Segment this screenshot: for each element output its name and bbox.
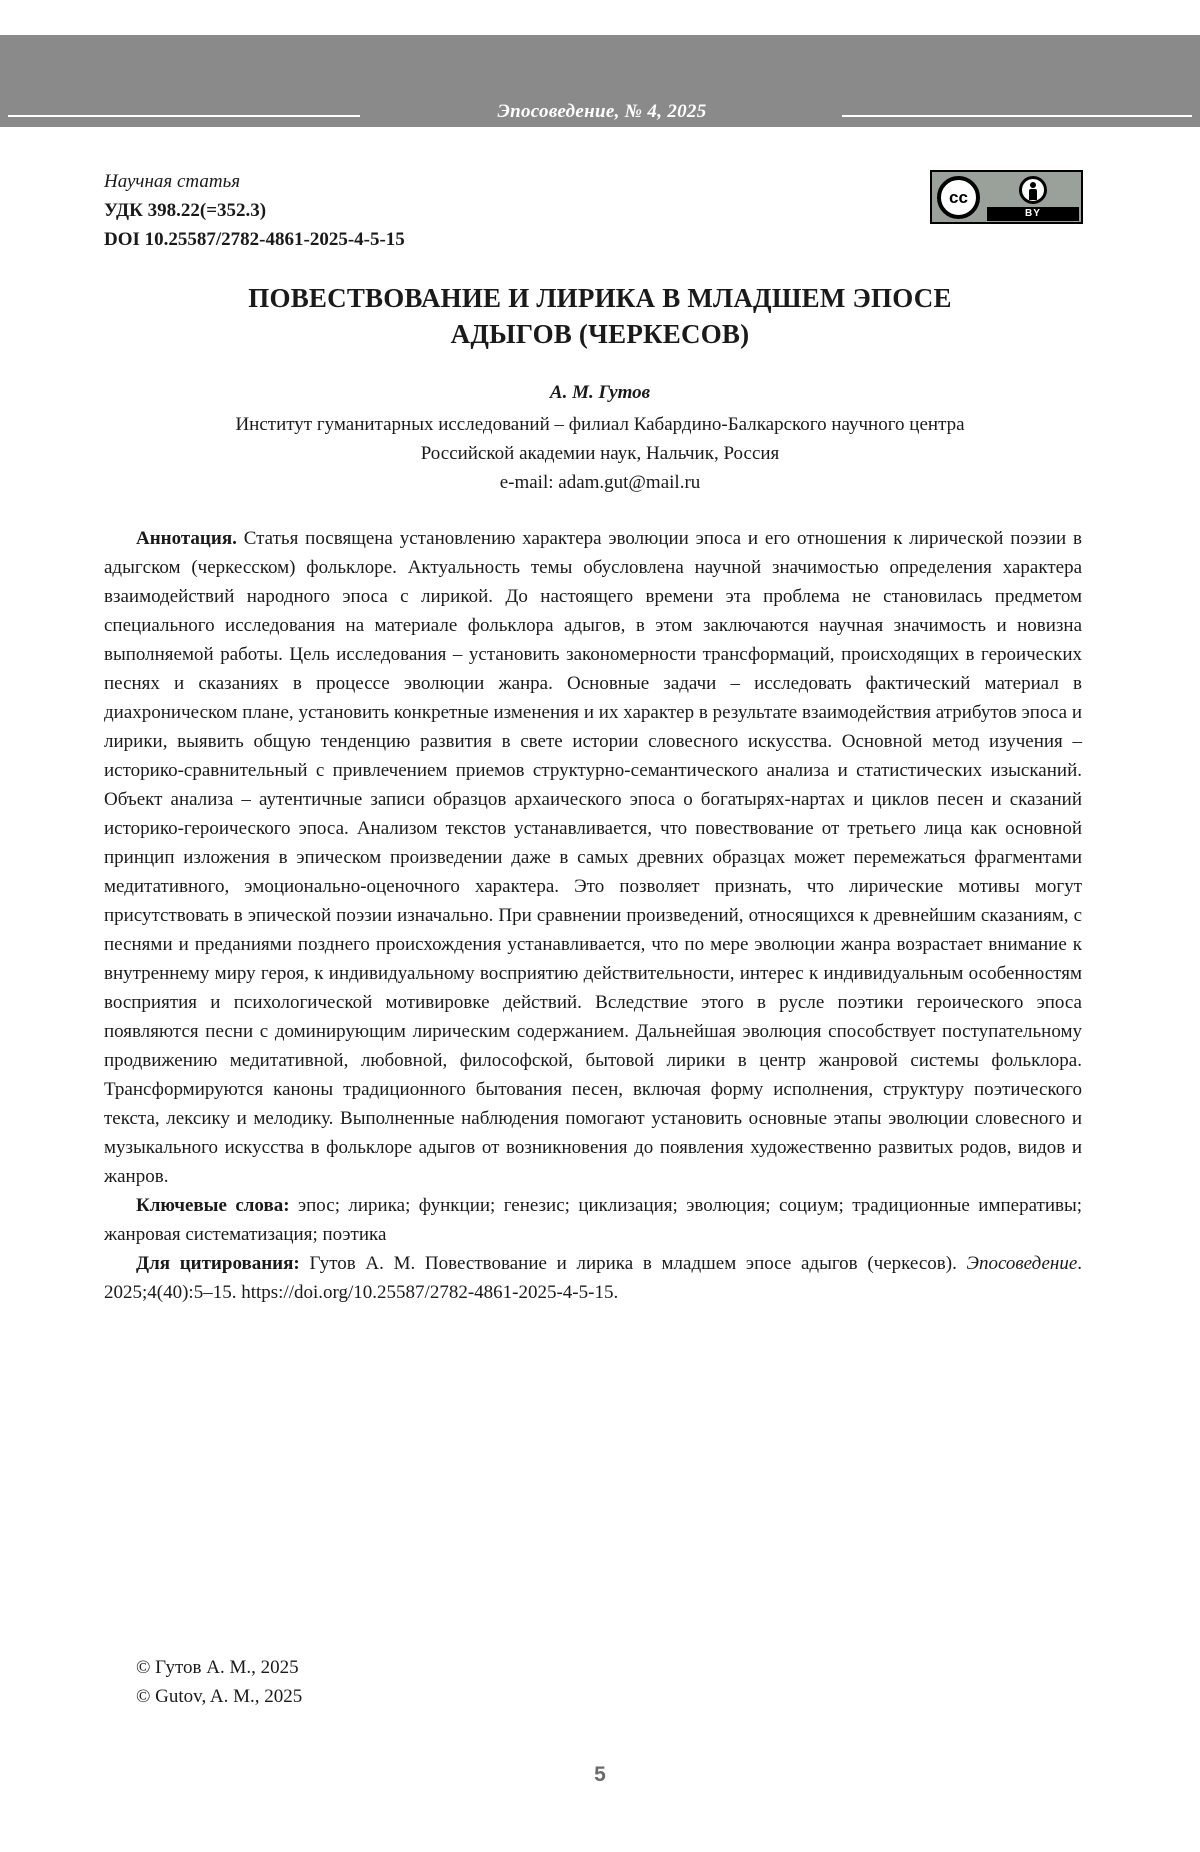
cc-by-license-badge[interactable] [930,170,1083,224]
journal-header-band [0,35,1200,127]
udc-code: УДК 398.22(=352.3) [104,200,267,221]
copyright-block [136,1653,302,1711]
header-rule-left [8,115,360,117]
affiliation-line-2: Российской академии наук, Нальчик, Россия [420,443,780,464]
abstract-label: Аннотация. [136,528,237,549]
citation-label: Для цитирования: [136,1253,300,1274]
article-title-line-2: АДЫГОВ (ЧЕРКЕСОВ) [450,319,750,349]
citation-paragraph [104,1249,1082,1307]
cc-icon: cc [937,176,980,219]
attribution-person-icon [1019,176,1047,204]
doi-identifier: DOI 10.25587/2782-4861-2025-4-5-15 [104,229,405,250]
abstract-text: Статья посвящена установлению характера эволюции эпоса и его отношения к лирической поэзии в адыгском (черкесском) фольклоре. Актуальность темы обусловлена научной значимостью определения характера взаимодействий народного эпоса с лирикой. До настоящего времени эта проблема не становилась предметом специального исследования на материале фольклора адыгов, в этом заключаются научная значимость и новизна выполняемой работы. Цель исследования – установить закономерности трансформаций, происходящих в героических песнях и сказаниях в процессе эволюции жанра. Основные задачи – исследовать фактический материал в диахроническом плане, установить конкретные изменения и их характер в результате взаимодействия атрибутов эпоса и лирики, выявить общую тенденцию развития в свете истории словесного искусства. Основной метод изучения – историко-сравнительный с привлечением приемов структурно-семантического анализа и статистических изысканий. Объект анализа – аутентичные записи образцов архаического эпоса о богатырях-нартах и циклов песен и сказаний историко-героического эпоса. Анализом текстов устанавливается, что повествование от третьего лица как основной принцип изложения в эпическом произведении даже в самых древних образцах может перемежаться фрагментами медитативного, эмоционально-оценочного характера. Это позволяет признать, что лирические мотивы могут присутствовать в эпической поэзии изначально. При сравнении произведений, относящихся к древнейшим сказаниям, с песнями и преданиями позднего происхождения устанавливается, что по мере эволюции жанра возрастает внимание к внутреннему миру героя, к индивидуальному восприятию действительности, интерес к индивидуальным особенностям восприятия и психологической мотивировке действий. Вследствие этого в русле поэтики героического эпоса появляются песни с доминирующим лирическим содержанием. Дальнейшая эволюция способствует поступательному продвижению медитативной, любовной, философской, бытовой лирики в центр жанровой системы фольклора. Трансформируются каноны традиционного бытования песен, включая форму исполнения, структуру поэтического текста, лексику и мелодику. Выполненные наблюдения помогают установить основные этапы эволюции словесного и музыкального искусства в фольклоре адыгов от возникновения до появления художественно развитых родов, видов и жанров. [104,528,1083,1187]
article-title [100,280,1100,352]
keywords-label: Ключевые слова: [136,1195,290,1216]
header-rule-right [842,115,1192,117]
abstract-section [104,524,1082,1307]
citation-doi-link[interactable]: . 2025;4(40):5–15. https://doi.org/10.25587/2782-4861-2025-4-5-15. [104,1253,1083,1303]
copyright-en: © Gutov, A. M., 2025 [136,1686,303,1707]
keywords-paragraph [104,1191,1082,1249]
journal-running-title: Эпосоведение, № 4, 2025 [497,101,707,122]
page-number: 5 [594,1763,606,1786]
by-label: BY [987,207,1079,221]
author-name: А. М. Гутов [549,382,651,403]
article-metadata [104,167,405,254]
article-title-line-1: ПОВЕСТВОВАНИЕ И ЛИРИКА В МЛАДШЕМ ЭПОСЕ [248,283,952,313]
author-email[interactable]: e-mail: adam.gut@mail.ru [499,472,701,493]
copyright-ru: © Гутов А. М., 2025 [136,1657,299,1678]
keywords-text: эпос; лирика; функции; генезис; циклизация; эволюция; социум; традиционные императивы; жанровая систематизация; поэтика [104,1195,1082,1245]
abstract-paragraph [104,524,1082,1191]
citation-text: Гутов А. М. Повествование и лирика в младшем эпосе адыгов (черкесов). [309,1253,957,1274]
affiliation-line-1: Институт гуманитарных исследований – филиал Кабардино-Балкарского научного центра [235,414,965,435]
citation-journal: Эпосоведение [966,1253,1078,1274]
article-type: Научная статья [104,171,241,192]
author-block [100,378,1100,497]
